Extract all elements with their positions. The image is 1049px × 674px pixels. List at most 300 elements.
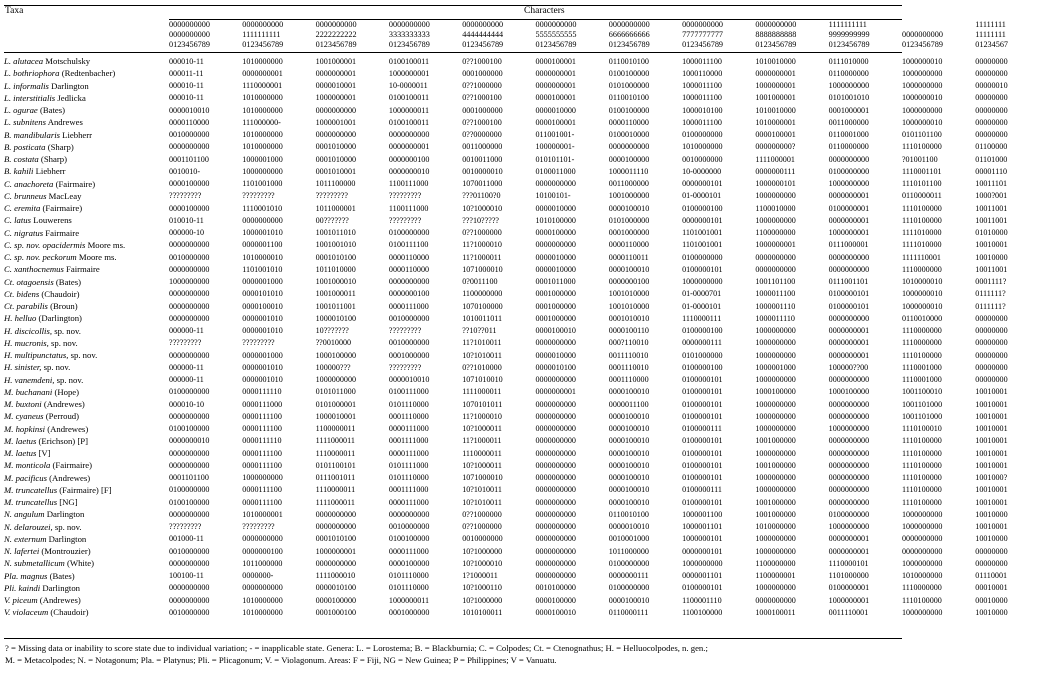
character-state-cell: 0100000101: [682, 473, 723, 483]
character-states: [169, 117, 1008, 127]
character-state-cell: 1071000010: [462, 264, 503, 274]
character-state-cell: 0001010000: [315, 154, 357, 164]
character-state-cell: 00000000: [975, 350, 1008, 360]
character-state-cell: 1001001010: [315, 240, 357, 250]
character-state-cell: 1000000001: [315, 546, 357, 556]
taxon-genus-species: C. latus: [4, 215, 32, 226]
character-state-cell: 0000000100: [388, 154, 430, 164]
character-state-cell: 1001010000: [608, 301, 650, 311]
character-state-cell: 0100111000: [388, 387, 429, 397]
taxon-genus-species: L. ogurae: [4, 105, 38, 116]
character-state-cell: 0100000101: [682, 436, 723, 446]
character-state-cell: 1001000000: [608, 191, 650, 201]
taxon-name: [4, 375, 169, 385]
taxon-author: (Hope): [52, 386, 80, 397]
character-state-cell: 1000000000: [828, 179, 870, 189]
character-states: [169, 509, 1008, 519]
character-state-cell: 0010000000: [682, 154, 723, 164]
table-row: [4, 570, 1008, 582]
taxon-author: (Fairmaire): [50, 460, 93, 471]
character-state-cell: 0000110000: [388, 264, 430, 274]
character-state-cell: 0000000000: [169, 264, 210, 274]
character-state-cell: 1000000000: [682, 277, 723, 287]
character-state-cell: 0000000001: [828, 191, 870, 201]
character-state-cell: 1010100000: [535, 215, 576, 225]
taxon-genus-species: Ct. parabilis: [4, 301, 48, 312]
character-state-cell: 1110000011: [462, 448, 502, 458]
table-row: [4, 190, 1008, 202]
character-state-cell: 1011010000: [315, 264, 356, 274]
character-state-cell: 0010000010: [462, 166, 503, 176]
character-state-cell: 0??1000100: [462, 93, 502, 103]
taxon-name: [4, 485, 169, 495]
character-state-cell: 0??1000000: [462, 509, 502, 519]
character-state-cell: 0000000000: [535, 534, 576, 544]
character-state-cell: ??0010000: [315, 338, 352, 348]
character-state-cell: 000000-11: [169, 362, 204, 372]
taxon-name: [4, 497, 169, 507]
character-state-cell: 1000011100: [682, 81, 722, 91]
table-row: [4, 496, 1008, 508]
character-state-cell: ?????????: [242, 522, 275, 532]
character-state-cell: 1071010010: [462, 375, 503, 385]
taxon-author: Moore ms.: [85, 239, 126, 250]
character-state-cell: 0000000000: [169, 350, 210, 360]
character-state-cell: 0110010100: [608, 93, 649, 103]
character-state-cell: 000000-11: [169, 375, 204, 385]
taxon-genus-species: M. truncatellus: [4, 497, 58, 508]
taxon-author: Liebherr: [60, 129, 93, 140]
character-state-cell: 100000???: [315, 362, 351, 372]
character-state-cell: 0000001101: [682, 571, 723, 581]
character-state-cell: 1001000?: [975, 473, 1008, 483]
character-state-cell: 00000000: [975, 326, 1008, 336]
character-state-cell: 0000000000: [755, 595, 796, 605]
character-state-cell: 1110001101: [901, 166, 942, 176]
table-row: [4, 557, 1008, 569]
character-state-cell: 1001011001: [315, 301, 356, 311]
character-state-cell: 1010000000: [755, 522, 796, 532]
character-state-cell: 0010000000: [462, 534, 503, 544]
taxon-genus-species: C. brunneus: [4, 190, 47, 201]
character-state-cell: 0000000000: [535, 411, 576, 421]
character-state-cell: 0001010100: [315, 252, 357, 262]
character-state-cell: 0010000000: [169, 607, 210, 617]
taxon-genus-species: M. hopkinsi: [4, 423, 46, 434]
character-state-cell: 10?1000000: [462, 595, 503, 605]
character-state-cell: 0100000000: [169, 485, 210, 495]
character-state-cell: 1000010100: [682, 105, 723, 115]
character-state-cell: 1000010100: [315, 313, 357, 323]
character-state-cell: ?????????: [242, 191, 275, 201]
taxon-author: (Sharp): [45, 141, 74, 152]
character-state-cell: 00000000: [975, 313, 1008, 323]
taxon-genus-species: M. cyaneus: [4, 411, 44, 422]
character-states: [169, 154, 1008, 164]
character-state-cell: 0001010010: [608, 313, 650, 323]
character-state-cell: 0111010000: [828, 56, 869, 66]
character-state-cell: 0000000001: [535, 81, 576, 91]
table-row: [4, 472, 1008, 484]
character-state-cell: 1070101011: [462, 399, 503, 409]
character-state-cell: 1000000101: [682, 534, 723, 544]
character-states: [169, 546, 1008, 556]
taxon-author: [NG]: [57, 497, 78, 508]
character-state-cell: 0000001010: [242, 362, 283, 372]
character-state-cell: 1000000101: [755, 179, 796, 189]
character-state-cell: 10?1010011: [462, 350, 502, 360]
character-state-cell: 0001010001: [315, 166, 357, 176]
character-state-cell: 1071000010: [462, 473, 503, 483]
character-states: [169, 485, 1008, 495]
character-state-cell: 00000000: [975, 68, 1008, 78]
character-index-cell: 0123456789: [462, 39, 504, 49]
character-state-cell: 0100000101: [682, 411, 723, 421]
character-state-cell: 1010000000: [682, 142, 723, 152]
taxon-name: [4, 473, 169, 483]
character-state-cell: 10???????: [315, 326, 349, 336]
character-state-cell: 10?1000010: [462, 558, 503, 568]
taxon-name: [4, 436, 169, 446]
character-state-cell: 0000110000: [169, 117, 210, 127]
character-state-cell: 0000000100: [242, 546, 283, 556]
table-row: [4, 141, 1008, 153]
character-state-cell: 0010000000: [169, 252, 210, 262]
character-state-cell: 1011000000: [242, 558, 283, 568]
character-state-cell: 10010000: [975, 252, 1008, 262]
character-state-cell: 0000000001: [828, 534, 870, 544]
character-state-cell: 0100000000: [608, 583, 650, 593]
character-state-cell: 1000000001: [828, 595, 870, 605]
character-state-cell: 1110100000: [901, 497, 942, 507]
character-state-cell: 0000010010: [169, 105, 210, 115]
character-state-cell: 11?1000010: [462, 240, 502, 250]
character-index-cell: 7777777777: [682, 29, 724, 39]
character-state-cell: 1010000001: [755, 117, 796, 127]
character-index-header: [169, 20, 1009, 49]
character-index-cell: 1111111111: [242, 29, 281, 39]
taxon-author: (Redtenbacher): [59, 68, 116, 79]
character-state-cell: 0100000000: [682, 130, 723, 140]
character-state-cell: 1101000000: [828, 571, 869, 581]
character-state-cell: 0100000001: [828, 583, 870, 593]
character-state-cell: 0000000000: [535, 460, 576, 470]
character-state-cell: 00001110: [975, 166, 1008, 176]
character-state-cell: 1111010000: [901, 228, 942, 238]
character-state-cell: 1110000011: [315, 448, 356, 458]
character-state-cell: 0??1000100: [462, 117, 502, 127]
taxon-author: Louwerens: [31, 215, 72, 226]
taxon-genus-species: L. subnitens: [4, 117, 46, 128]
character-state-cell: 0000100001: [535, 117, 576, 127]
character-state-cell: 1110100000: [901, 350, 942, 360]
character-state-cell: 1110000000: [901, 264, 942, 274]
character-state-cell: ?01001100: [901, 154, 938, 164]
taxon-name: [4, 56, 169, 66]
footnote-line-1: ? = Missing data or inability to score state due to individual variation; - = inapplicable state. Genera: L. = Lorostema; B. = Blackburnia; C. = Colpodes; Ct. = Ctenognathus; H. = Helluocolpodes, n. gen.;: [5, 643, 708, 653]
table-row: [4, 300, 1006, 312]
taxon-author: (Andrewes): [46, 472, 91, 483]
character-index-cell: 0123456789: [755, 39, 797, 49]
character-state-cell: 1110000000: [901, 583, 942, 593]
character-state-cell: 0000000000: [901, 534, 943, 544]
character-state-cell: 0010100000: [535, 583, 576, 593]
character-state-cell: 1100100000: [682, 607, 723, 617]
character-state-cell: 0000111110: [242, 436, 282, 446]
character-index-cell: 0123456789: [535, 39, 577, 49]
character-state-cell: 0011000000: [828, 117, 869, 127]
character-state-cell: 1000000000: [169, 277, 210, 287]
table-row: [4, 153, 1008, 165]
taxon-author: Fairmaire: [43, 227, 80, 238]
character-state-cell: 1111000010: [315, 571, 356, 581]
taxon-name: [4, 411, 169, 421]
taxon-genus-species: Ct. otagoensis: [4, 276, 54, 287]
table-row: [4, 337, 1008, 349]
character-states: [169, 68, 1008, 78]
character-state-cell: 000010-11: [169, 93, 204, 103]
character-state-cell: 0100000101: [682, 399, 723, 409]
character-state-cell: 0000111000: [388, 497, 429, 507]
character-state-cell: 1010000000: [242, 142, 283, 152]
character-states: [169, 81, 1008, 91]
character-index-cell: 11111111: [975, 29, 1006, 39]
taxon-genus-species: B. posticata: [4, 141, 46, 152]
character-state-cell: 001000-11: [169, 534, 204, 544]
character-states: [169, 571, 1008, 581]
character-state-cell: 1111110001: [901, 252, 941, 262]
character-state-cell: 0000000001: [535, 68, 576, 78]
character-index-cell: 0000000000: [608, 20, 650, 29]
table-row: [4, 447, 1008, 459]
character-state-cell: 0??1000100: [462, 56, 502, 66]
character-index-cell: 0123456789: [901, 39, 943, 49]
character-state-cell: 1000000011: [388, 595, 430, 605]
character-state-cell: 0001101100: [169, 473, 209, 483]
character-state-cell: 0010000000: [388, 522, 430, 532]
character-state-cell: 01010000: [975, 228, 1008, 238]
character-state-cell: 000010-11: [169, 56, 204, 66]
taxon-author: (Bates): [53, 276, 81, 287]
character-state-cell: 0100100011: [388, 56, 430, 66]
character-state-cell: 1010010000: [755, 56, 796, 66]
character-state-cell: 1000000000: [901, 68, 943, 78]
taxon-name: [4, 313, 169, 323]
character-states: [169, 105, 1008, 115]
table-row: [4, 251, 1008, 263]
character-state-cell: 0000000000: [828, 375, 870, 385]
character-state-cell: 0000000001: [315, 68, 357, 78]
character-state-cell: 0000000000: [535, 497, 576, 507]
table-row: [4, 80, 1008, 92]
character-state-cell: 1000000010: [901, 289, 943, 299]
character-state-cell: 1001000010: [315, 277, 357, 287]
character-state-cell: 0100100000: [608, 105, 650, 115]
character-state-cell: 1110100010: [901, 424, 942, 434]
table-row: [4, 594, 1008, 606]
taxon-author: (Bates): [37, 105, 66, 116]
character-state-cell: 00???????: [315, 215, 349, 225]
character-state-cell: 0100000101: [682, 448, 723, 458]
character-state-cell: 1110001010: [242, 203, 283, 213]
character-state-cell: 1000000000: [242, 473, 283, 483]
character-states: [169, 411, 1008, 421]
character-state-cell: 11?1010011: [462, 338, 502, 348]
taxon-genus-species: B. mandibularis: [4, 129, 60, 140]
taxon-genus-species: Pli. kaindi: [4, 582, 41, 593]
character-state-cell: 1000000000: [901, 509, 943, 519]
character-state-cell: 1010000000: [242, 607, 283, 617]
taxon-name: [4, 289, 169, 299]
character-state-cell: 10?1010011: [462, 497, 502, 507]
character-state-cell: 0??0000000: [462, 130, 502, 140]
taxon-name: [4, 558, 169, 568]
character-index-cell: 0000000000: [755, 20, 797, 29]
character-index-cell: 0123456789: [828, 39, 870, 49]
character-state-cell: 0001000000: [462, 105, 503, 115]
taxon-genus-species: L. informalis: [4, 80, 49, 91]
character-state-cell: 1000000000: [755, 375, 796, 385]
character-state-cell: 00000000: [975, 93, 1008, 103]
character-state-cell: 0000000001: [828, 546, 870, 556]
character-state-cell: 0000000001: [535, 387, 576, 397]
character-state-cell: 1000000001: [315, 93, 357, 103]
character-state-cell: 0000000000: [828, 399, 870, 409]
character-state-cell: 0000000000: [169, 240, 210, 250]
character-state-cell: 0010000000: [388, 313, 430, 323]
taxon-genus-species: H. multipunctatus,: [4, 350, 69, 361]
character-state-cell: 0000000000: [828, 473, 870, 483]
character-state-cell: 0000000000: [535, 399, 576, 409]
character-state-cell: 0001010000: [315, 142, 357, 152]
character-state-cell: 0000000001: [755, 68, 796, 78]
character-index-cell: 2222222222: [315, 29, 357, 39]
character-index-cell: 5555555555: [535, 29, 577, 39]
character-index-cell: 9999999999: [828, 29, 870, 39]
character-state-cell: 1000000000: [755, 424, 796, 434]
character-state-cell: 0000000000: [315, 105, 357, 115]
character-state-cell: 0101111000: [388, 460, 429, 470]
taxon-name: [4, 522, 169, 532]
table-row: [4, 239, 1008, 251]
character-state-cell: 10100101-: [535, 191, 571, 201]
character-state-cell: 0000000101: [682, 546, 723, 556]
character-state-cell: 0000000000: [828, 264, 870, 274]
taxon-genus-species: C. sp. nov. peckorum: [4, 252, 77, 263]
character-state-cell: 0101110000: [388, 473, 429, 483]
character-state-cell: 1100000000: [755, 558, 796, 568]
character-state-cell: 1110000001: [242, 81, 283, 91]
character-state-cell: 0000000000: [388, 277, 430, 287]
character-state-cell: 0111001011: [315, 473, 356, 483]
taxon-author: Liebherr: [33, 166, 66, 177]
character-state-cell: 0000010000: [535, 105, 576, 115]
character-state-cell: 0000011100: [608, 399, 649, 409]
character-state-cell: 0000000000: [535, 473, 576, 483]
character-states: [169, 362, 1008, 372]
character-state-cell: 0000111100: [242, 411, 282, 421]
character-state-cell: 1000000000: [755, 546, 796, 556]
character-state-cell: 0101000001: [315, 399, 357, 409]
taxon-author: sp. nov.: [54, 374, 84, 385]
taxon-genus-species: M. buxtoni: [4, 399, 42, 410]
character-state-cell: 1101001010: [242, 264, 283, 274]
character-state-cell: 10010001: [975, 411, 1008, 421]
character-state-cell: 0000000-: [242, 571, 274, 581]
character-state-cell: 1111000011: [462, 387, 502, 397]
character-state-cell: 000011-11: [169, 68, 204, 78]
character-state-cell: 000000-11: [169, 326, 204, 336]
character-state-cell: 0000000000: [828, 154, 870, 164]
character-state-cell: 0000000001: [828, 215, 870, 225]
character-state-cell: 0000000000: [169, 313, 210, 323]
taxon-genus-species: C. xanthocnemus: [4, 264, 64, 275]
character-state-cell: 0000001100: [242, 240, 283, 250]
character-states: [169, 460, 1008, 470]
character-state-cell: 1000000000: [755, 191, 796, 201]
character-state-cell: 0000000000: [169, 595, 210, 605]
character-index-cell: 0000000000: [169, 29, 210, 39]
character-state-cell: 0000010001: [315, 81, 357, 91]
character-states: [169, 497, 1008, 507]
character-state-cell: 0000000000: [169, 448, 210, 458]
character-state-cell: 0001010100: [315, 534, 357, 544]
character-state-cell: 0100000101: [682, 583, 723, 593]
character-index-cell: 0123456789: [682, 39, 724, 49]
taxon-genus-species: V. violaceum: [4, 607, 49, 618]
character-state-cell: 1000000000: [901, 81, 943, 91]
taxon-genus-species: L. interstitialis: [4, 92, 56, 103]
table-row: [4, 55, 1008, 67]
character-state-cell: ?????????: [388, 326, 422, 336]
character-state-cell: 1000000000: [755, 473, 796, 483]
character-state-cell: 0110010100: [608, 56, 649, 66]
character-state-cell: 0000000010: [388, 166, 430, 176]
character-state-cell: 1111010000: [901, 240, 942, 250]
character-state-cell: 0000001010: [242, 326, 283, 336]
character-states: [169, 399, 1008, 409]
taxon-genus-species: M. monticola: [4, 460, 51, 471]
character-state-cell: 0000100010: [242, 301, 283, 311]
table-row: [4, 276, 1007, 288]
character-index-row: [169, 20, 1006, 30]
character-state-cell: 1110100000: [901, 215, 942, 225]
character-state-cell: 1000001101: [682, 522, 723, 532]
character-state-cell: 0000100010: [608, 203, 650, 213]
character-state-cell: 10010000: [975, 509, 1008, 519]
character-state-cell: 1000011110: [608, 166, 649, 176]
character-state-cell: 1110001000: [901, 375, 942, 385]
taxon-genus-species: L. bothriophora: [4, 68, 60, 79]
character-state-cell: 1010000000: [242, 105, 283, 115]
character-state-cell: 1010010000: [755, 105, 796, 115]
character-state-cell: 1010000000: [901, 571, 943, 581]
character-state-cell: 0000110011: [608, 252, 649, 262]
taxon-name: [4, 277, 169, 287]
character-state-cell: 010101101-: [535, 154, 575, 164]
character-states: [169, 240, 1008, 250]
taxon-genus-species: B. kahili: [4, 166, 34, 177]
character-state-cell: 1010000001: [242, 509, 283, 519]
taxon-name: [4, 362, 169, 372]
character-state-cell: 000010-10: [169, 399, 205, 409]
character-state-cell: 10010001: [975, 448, 1008, 458]
taxon-author: (Darlington): [36, 313, 82, 324]
taxon-name: [4, 203, 169, 213]
character-state-cell: 1111000011: [315, 497, 355, 507]
character-state-cell: 0001000000: [535, 301, 576, 311]
character-state-cell: 0?0011100: [462, 277, 498, 287]
